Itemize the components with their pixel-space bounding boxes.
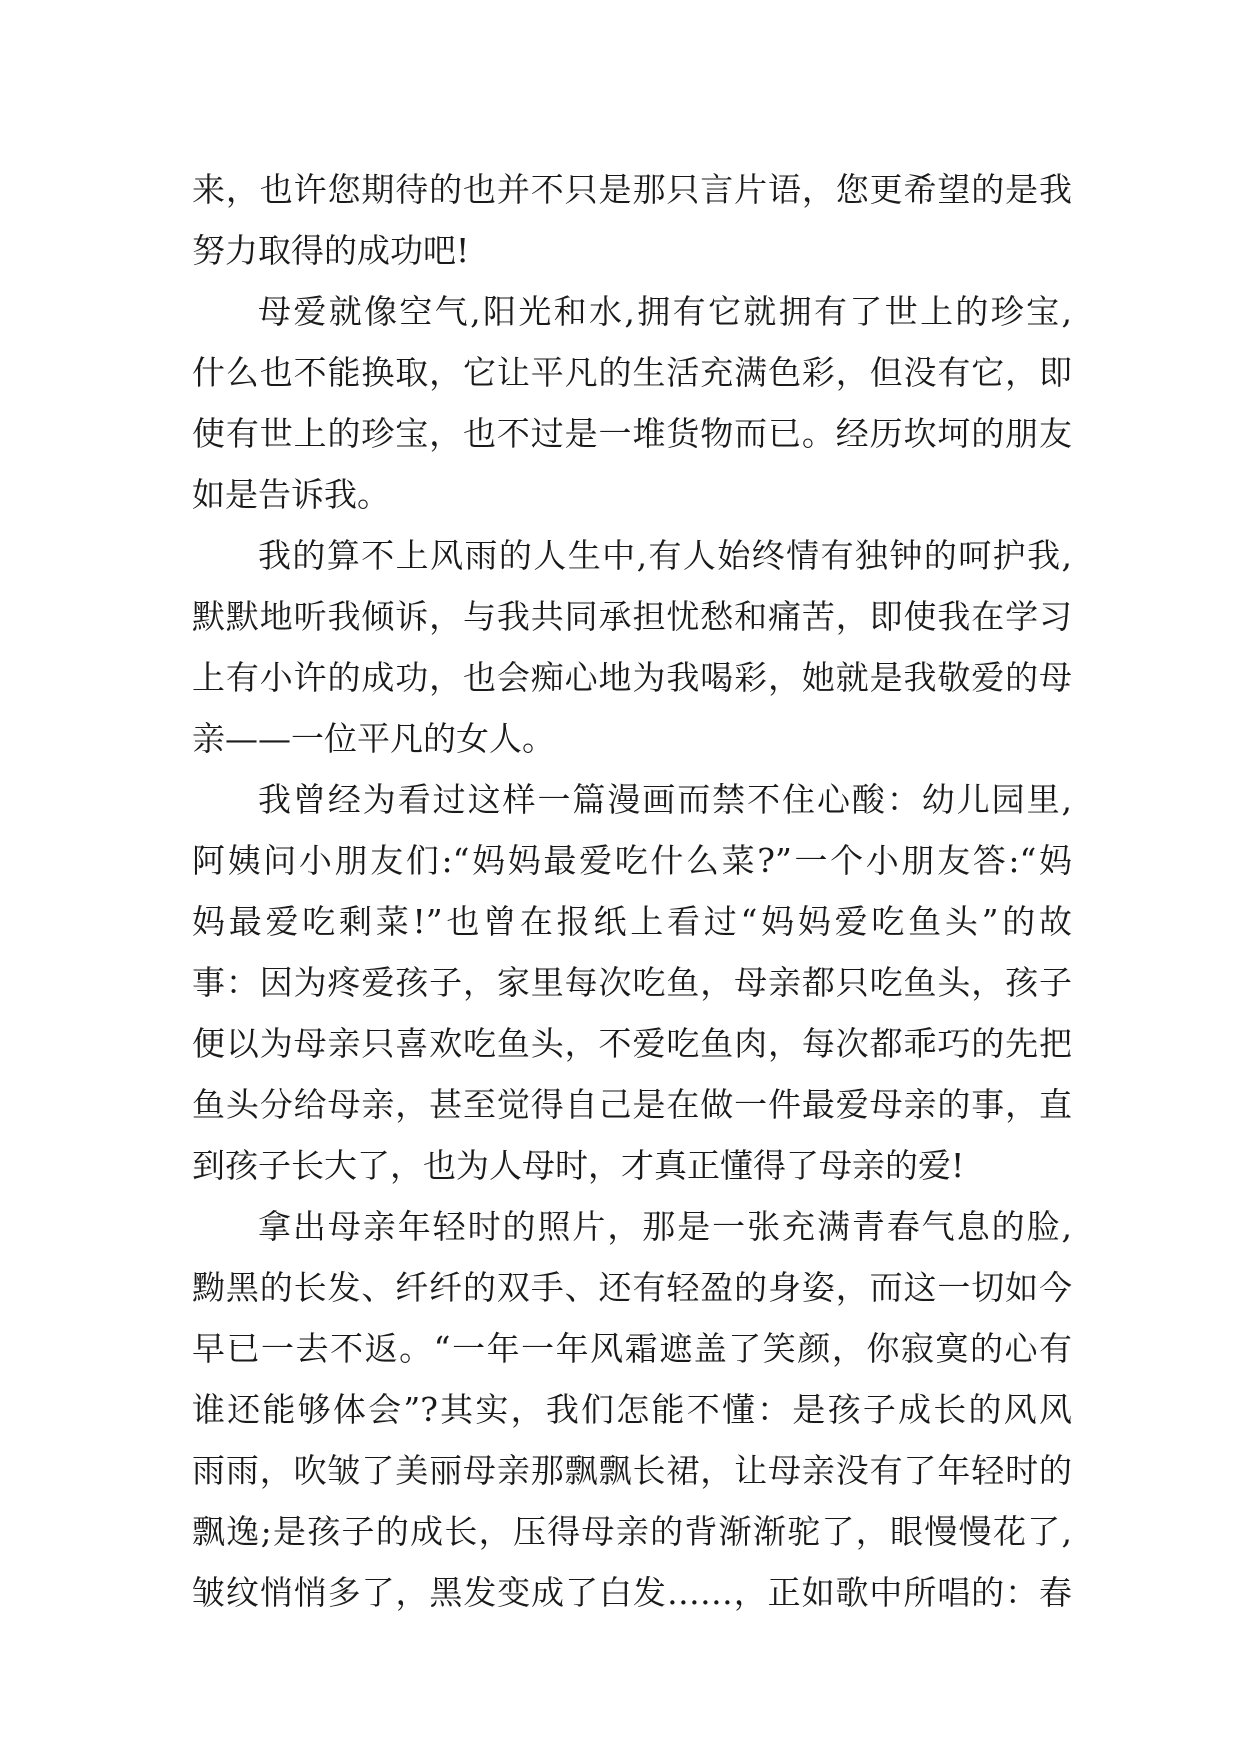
paragraph-first-line: 我曾经为看过这样一篇漫画而禁不住心酸：幼儿园里, (258, 780, 1072, 819)
article-body (192, 159, 1072, 1623)
text-line: 亲——一位平凡的女人。 (192, 719, 555, 758)
text-line: 使有世上的珍宝，也不过是一堆货物而已。经历坎坷的朋友 (192, 414, 1072, 453)
text-line: 什么也不能换取，它让平凡的生活充满色彩，但没有它，即 (192, 353, 1072, 392)
text-line: 便以为母亲只喜欢吃鱼头，不爱吃鱼肉，每次都乖巧的先把 (192, 1024, 1072, 1063)
text-line: 如是告诉我。 (192, 475, 390, 514)
text-line: 来，也许您期待的也并不只是那只言片语，您更希望的是我 (192, 170, 1072, 209)
text-line: 努力取得的成功吧! (192, 231, 470, 270)
text-line: 皱纹悄悄多了，黑发变成了白发……，正如歌中所唱的：春 (192, 1573, 1072, 1612)
text-line: 早已一去不返。“一年一年风霜遮盖了笑颜，你寂寞的心有 (192, 1329, 1072, 1368)
text-line: 上有小许的成功，也会痴心地为我喝彩，她就是我敬爱的母 (192, 658, 1072, 697)
text-line: 谁还能够体会”?其实，我们怎能不懂：是孩子成长的风风 (192, 1390, 1072, 1429)
text-line: 到孩子长大了，也为人母时，才真正懂得了母亲的爱! (192, 1146, 965, 1185)
text-line: 雨雨，吹皱了美丽母亲那飘飘长裙，让母亲没有了年轻时的 (192, 1451, 1072, 1490)
text-line: 黝黑的长发、纤纤的双手、还有轻盈的身姿，而这一切如今 (192, 1268, 1072, 1307)
paragraph-first-line: 母爱就像空气,阳光和水,拥有它就拥有了世上的珍宝, (258, 292, 1072, 331)
paragraph-first-line: 拿出母亲年轻时的照片，那是一张充满青春气息的脸, (258, 1207, 1072, 1246)
text-line: 鱼头分给母亲，甚至觉得自己是在做一件最爱母亲的事，直 (192, 1085, 1072, 1124)
text-line: 事：因为疼爱孩子，家里每次吃鱼，母亲都只吃鱼头，孩子 (192, 963, 1072, 1002)
text-line: 默默地听我倾诉，与我共同承担忧愁和痛苦，即使我在学习 (192, 597, 1072, 636)
paragraph-first-line: 我的算不上风雨的人生中,有人始终情有独钟的呵护我, (258, 536, 1072, 575)
text-line: 妈最爱吃剩菜!”也曾在报纸上看过“妈妈爱吃鱼头”的故 (192, 902, 1072, 941)
text-line: 飘逸;是孩子的成长，压得母亲的背渐渐驼了，眼慢慢花了, (192, 1512, 1072, 1551)
text-line: 阿姨问小朋友们:“妈妈最爱吃什么菜?”一个小朋友答:“妈 (192, 841, 1072, 880)
